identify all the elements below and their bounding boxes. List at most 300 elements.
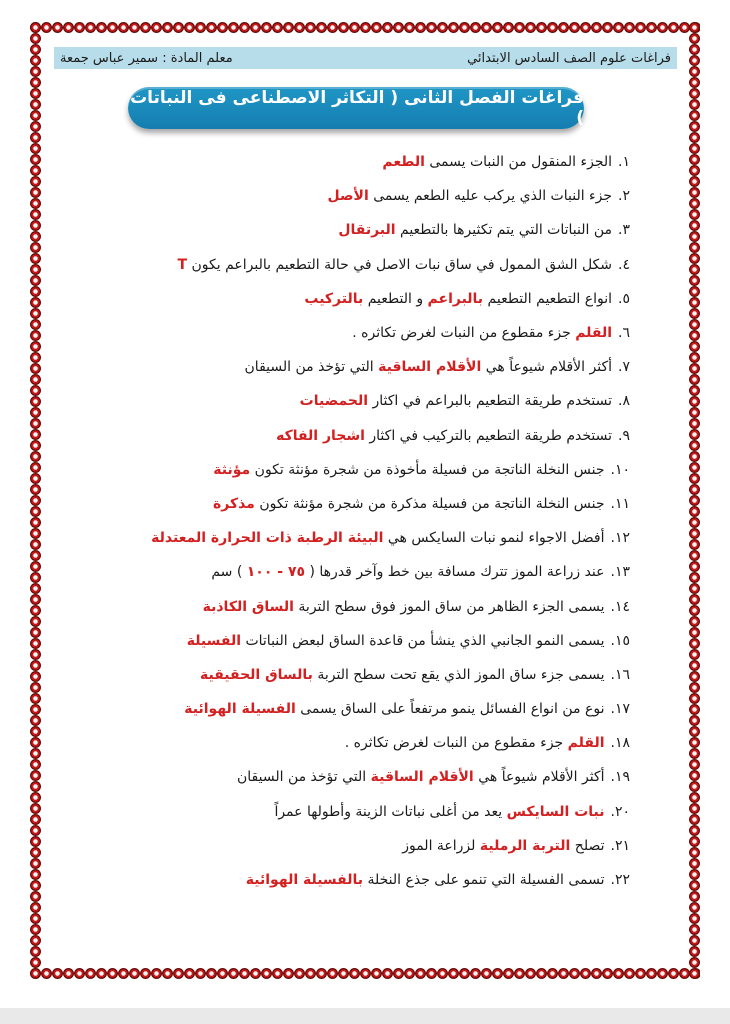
border-bead <box>206 968 217 979</box>
border-bead <box>30 737 41 748</box>
border-bead <box>228 968 239 979</box>
border-bead <box>30 671 41 682</box>
border-bead <box>30 517 41 528</box>
border-bead <box>689 451 700 462</box>
border-bead <box>30 121 41 132</box>
border-bead <box>689 275 700 286</box>
border-bead <box>689 594 700 605</box>
question-number: ١. <box>618 154 630 171</box>
border-bead <box>689 924 700 935</box>
answer-text: القلم <box>575 325 613 342</box>
border-bead <box>689 242 700 253</box>
border-bead <box>689 671 700 682</box>
question-text: جنس النخلة الناتجة من فسيلة مذكرة من شجرة مؤنثة تكون <box>259 495 605 512</box>
border-bead <box>63 22 74 33</box>
question-item <box>110 453 630 487</box>
border-bead <box>689 792 700 803</box>
question-number: ٣. <box>618 222 630 239</box>
border-bead <box>30 154 41 165</box>
question-item <box>110 555 630 589</box>
border-bead <box>30 33 41 44</box>
border-bead <box>118 22 129 33</box>
border-bead <box>30 770 41 781</box>
border-bead <box>349 22 360 33</box>
border-bead <box>371 22 382 33</box>
question-item <box>110 521 630 555</box>
border-bead <box>30 176 41 187</box>
question-number: ١٨. <box>610 735 630 752</box>
question-item <box>110 145 630 179</box>
border-bead <box>107 22 118 33</box>
border-bead <box>338 22 349 33</box>
border-bead <box>30 297 41 308</box>
border-bead <box>689 638 700 649</box>
question-number: ٥. <box>618 290 630 307</box>
border-bead <box>689 44 700 55</box>
border-bead <box>360 22 371 33</box>
question-number: ٩. <box>618 427 630 444</box>
border-bead <box>689 363 700 374</box>
border-bead <box>30 22 41 33</box>
question-number: ١٢. <box>610 530 630 547</box>
border-bead <box>30 924 41 935</box>
border-bead <box>151 968 162 979</box>
page-title-text: فراغات الفصل الثانى ( التكاثر الاصطناعى فى النباتات ) <box>130 88 584 128</box>
answer-text: نبات السايكس <box>506 803 605 820</box>
border-bead <box>30 957 41 968</box>
question-text: تستخدم طريقة التطعيم بالتركيب في اكثار <box>369 427 613 444</box>
border-bead <box>689 385 700 396</box>
border-bead <box>30 330 41 341</box>
answer-text: بالفسيلة الهوائية <box>245 872 364 889</box>
border-bead <box>393 22 404 33</box>
border-bead <box>668 22 679 33</box>
border-bead <box>689 858 700 869</box>
border-bead <box>30 814 41 825</box>
border-bead <box>30 869 41 880</box>
border-bead <box>30 539 41 550</box>
border-bead <box>689 946 700 957</box>
border-bead <box>689 693 700 704</box>
border-bead <box>30 132 41 143</box>
border-bead <box>30 110 41 121</box>
question-text: جنس النخلة الناتجة من فسيلة مأخوذة من شجرة مؤنثة تكون <box>254 461 605 478</box>
answer-text: T <box>177 256 188 273</box>
border-bead <box>689 968 700 979</box>
border-bead <box>30 429 41 440</box>
border-bead <box>689 902 700 913</box>
border-bead <box>30 462 41 473</box>
border-bead <box>206 22 217 33</box>
border-bead <box>382 968 393 979</box>
border-bead <box>514 22 525 33</box>
border-bead <box>613 22 624 33</box>
border-bead <box>74 22 85 33</box>
border-bead <box>140 968 151 979</box>
border-bead <box>283 22 294 33</box>
border-bead <box>646 22 657 33</box>
question-text-after: يعد من أغلى نباتات الزينة وأطولها عمراً <box>274 803 503 820</box>
border-bead <box>30 88 41 99</box>
answer-text: اشجار الفاكه <box>276 427 365 444</box>
border-bead <box>591 22 602 33</box>
border-bead <box>415 968 426 979</box>
question-text: يسمى الجزء الظاهر من ساق الموز فوق سطح التربة <box>298 598 605 615</box>
border-bead <box>689 803 700 814</box>
border-bead <box>689 825 700 836</box>
question-text: أكثر الأقلام شيوعاً هي <box>485 359 613 376</box>
border-bead <box>30 495 41 506</box>
border-bead <box>689 748 700 759</box>
border-bead <box>689 715 700 726</box>
border-bead <box>283 968 294 979</box>
border-bead <box>470 968 481 979</box>
border-bead <box>151 22 162 33</box>
question-number: ١٩. <box>610 769 630 786</box>
border-bead <box>646 968 657 979</box>
border-bead <box>30 792 41 803</box>
border-bead <box>689 319 700 330</box>
border-bead <box>30 836 41 847</box>
question-number: ٢١. <box>610 837 630 854</box>
border-bead <box>689 198 700 209</box>
border-bead <box>30 66 41 77</box>
question-item <box>110 589 630 623</box>
border-bead <box>30 759 41 770</box>
question-number: ٨. <box>618 393 630 410</box>
answer-text: الساق الكاذبة <box>202 598 294 615</box>
question-item <box>110 419 630 453</box>
border-bead <box>30 847 41 858</box>
border-bead <box>162 22 173 33</box>
border-bead <box>30 77 41 88</box>
border-bead <box>250 22 261 33</box>
border-bead <box>30 528 41 539</box>
border-bead <box>415 22 426 33</box>
border-bead <box>30 715 41 726</box>
border-bead <box>668 968 679 979</box>
question-number: ١٧. <box>610 701 630 718</box>
border-bead <box>426 968 437 979</box>
border-bead <box>217 968 228 979</box>
border-bead <box>503 22 514 33</box>
question-text: جزء النبات الذي يركب عليه الطعم يسمى <box>373 188 613 205</box>
border-bead <box>689 418 700 429</box>
answer-text: الطعم <box>382 154 425 171</box>
border-bead <box>30 693 41 704</box>
question-text: يسمى النمو الجانبي الذي ينشأ من قاعدة الساق لبعض النباتات <box>245 632 605 649</box>
border-bead <box>30 660 41 671</box>
border-bead <box>173 968 184 979</box>
border-bead <box>184 968 195 979</box>
question-text: الجزء المنقول من النبات يسمى <box>429 154 613 171</box>
border-bead <box>689 528 700 539</box>
border-bead <box>558 968 569 979</box>
border-bead <box>657 22 668 33</box>
question-item <box>110 384 630 418</box>
border-bead <box>30 231 41 242</box>
question-item <box>110 795 630 829</box>
border-bead <box>30 396 41 407</box>
border-bead <box>316 968 327 979</box>
border-bead <box>272 968 283 979</box>
answer-text: البرتقال <box>338 222 396 239</box>
border-bead <box>41 968 52 979</box>
question-item <box>110 658 630 692</box>
border-bead <box>184 22 195 33</box>
border-bead <box>30 803 41 814</box>
border-bead <box>689 429 700 440</box>
border-bead <box>118 968 129 979</box>
question-number: ٦. <box>618 325 630 342</box>
border-bead <box>558 22 569 33</box>
border-bead <box>63 968 74 979</box>
border-bead <box>689 297 700 308</box>
border-bead <box>525 968 536 979</box>
border-bead <box>30 286 41 297</box>
border-bead <box>689 264 700 275</box>
border-bead <box>382 22 393 33</box>
border-bead <box>689 484 700 495</box>
answer-text: البيئة الرطبة ذات الحرارة المعتدلة <box>151 530 384 547</box>
question-item <box>110 726 630 760</box>
border-bead <box>689 506 700 517</box>
question-text: أفضل الاجواء لنمو نبات السايكس هي <box>387 530 605 547</box>
border-bead <box>30 352 41 363</box>
question-item <box>110 179 630 213</box>
question-text-after: التي تؤخذ من السيقان <box>237 769 367 786</box>
question-text-after: جزء مقطوع من النبات لغرض تكاثره . <box>344 735 564 752</box>
border-bead <box>173 22 184 33</box>
border-bead <box>349 968 360 979</box>
decorative-border-left <box>30 22 41 979</box>
border-bead <box>30 473 41 484</box>
border-bead <box>30 209 41 220</box>
header-bar <box>54 47 677 69</box>
border-bead <box>30 363 41 374</box>
border-bead <box>689 649 700 660</box>
border-bead <box>30 374 41 385</box>
question-item <box>110 760 630 794</box>
border-bead <box>689 759 700 770</box>
border-bead <box>689 330 700 341</box>
border-bead <box>30 264 41 275</box>
border-bead <box>96 22 107 33</box>
question-number: ٢٢. <box>610 872 630 889</box>
border-bead <box>30 935 41 946</box>
border-bead <box>547 22 558 33</box>
border-bead <box>30 550 41 561</box>
border-bead <box>689 781 700 792</box>
border-bead <box>30 187 41 198</box>
border-bead <box>338 968 349 979</box>
border-bead <box>448 22 459 33</box>
question-item <box>110 624 630 658</box>
question-item <box>110 350 630 384</box>
border-bead <box>30 484 41 495</box>
question-number: ٧. <box>618 359 630 376</box>
border-bead <box>30 319 41 330</box>
question-text: نوع من انواع الفسائل ينمو مرتفعاً على الساق يسمى <box>300 701 605 718</box>
border-bead <box>635 968 646 979</box>
border-bead <box>689 66 700 77</box>
border-bead <box>689 154 700 165</box>
border-bead <box>239 22 250 33</box>
border-bead <box>30 968 41 979</box>
answer-text: الفسيلة الهوائية <box>184 701 296 718</box>
answer-text: الأقلام الساقية <box>378 359 482 376</box>
border-bead <box>30 418 41 429</box>
border-bead <box>689 308 700 319</box>
question-number: ١٤. <box>610 598 630 615</box>
question-number: ١٦. <box>610 666 630 683</box>
border-bead <box>503 968 514 979</box>
border-bead <box>96 968 107 979</box>
border-bead <box>30 682 41 693</box>
border-bead <box>30 55 41 66</box>
border-bead <box>689 396 700 407</box>
question-number: ١٥. <box>610 632 630 649</box>
border-bead <box>492 968 503 979</box>
questions-list <box>110 145 630 897</box>
border-bead <box>316 22 327 33</box>
border-bead <box>30 572 41 583</box>
answer-text: مؤنثة <box>213 461 251 478</box>
border-bead <box>30 242 41 253</box>
question-number: ٢٠. <box>610 803 630 820</box>
border-bead <box>162 968 173 979</box>
border-bead <box>689 110 700 121</box>
border-bead <box>689 374 700 385</box>
border-bead <box>217 22 228 33</box>
decorative-border-right <box>689 22 700 979</box>
border-bead <box>195 968 206 979</box>
border-bead <box>129 968 140 979</box>
question-item <box>110 692 630 726</box>
answer-text: بالبراعم <box>427 290 484 307</box>
border-bead <box>536 22 547 33</box>
border-bead <box>459 968 470 979</box>
border-bead <box>30 891 41 902</box>
page-title <box>128 87 584 129</box>
question-item <box>110 863 630 897</box>
border-bead <box>624 968 635 979</box>
border-bead <box>689 660 700 671</box>
border-bead <box>689 352 700 363</box>
border-bead <box>404 968 415 979</box>
border-bead <box>30 825 41 836</box>
border-bead <box>689 440 700 451</box>
border-bead <box>85 968 96 979</box>
border-bead <box>689 55 700 66</box>
border-bead <box>689 286 700 297</box>
question-number: ١٠. <box>610 461 630 478</box>
border-bead <box>30 165 41 176</box>
border-bead <box>30 594 41 605</box>
page-bottom-margin <box>0 1008 730 1024</box>
border-bead <box>448 968 459 979</box>
border-bead <box>195 22 206 33</box>
border-bead <box>85 22 96 33</box>
border-bead <box>689 682 700 693</box>
border-bead <box>689 737 700 748</box>
border-bead <box>360 968 371 979</box>
border-bead <box>30 616 41 627</box>
border-bead <box>689 253 700 264</box>
border-bead <box>689 473 700 484</box>
border-bead <box>525 22 536 33</box>
border-bead <box>30 198 41 209</box>
border-bead <box>30 385 41 396</box>
border-bead <box>393 968 404 979</box>
border-bead <box>129 22 140 33</box>
border-bead <box>30 275 41 286</box>
border-bead <box>30 605 41 616</box>
border-bead <box>52 968 63 979</box>
border-bead <box>305 968 316 979</box>
border-bead <box>689 33 700 44</box>
border-bead <box>591 968 602 979</box>
border-bead <box>107 968 118 979</box>
border-bead <box>492 22 503 33</box>
question-text: تستخدم طريقة التطعيم بالبراعم في اكثار <box>372 393 613 410</box>
border-bead <box>689 572 700 583</box>
answer-text: ٧٥ - ١٠٠ <box>246 564 306 581</box>
border-bead <box>689 616 700 627</box>
border-bead <box>689 88 700 99</box>
border-bead <box>689 121 700 132</box>
border-bead <box>580 968 591 979</box>
border-bead <box>689 99 700 110</box>
border-bead <box>30 902 41 913</box>
border-bead <box>41 22 52 33</box>
question-text: عند زراعة الموز تترك مسافة بين خط وآخر قدرها ( <box>309 564 605 581</box>
border-bead <box>30 627 41 638</box>
border-bead <box>689 539 700 550</box>
border-bead <box>250 968 261 979</box>
border-bead <box>481 968 492 979</box>
border-bead <box>689 869 700 880</box>
border-bead <box>689 583 700 594</box>
header-subject: فراغات علوم الصف السادس الابتدائي <box>467 50 671 66</box>
border-bead <box>30 880 41 891</box>
border-bead <box>30 407 41 418</box>
question-item <box>110 316 630 350</box>
border-bead <box>689 891 700 902</box>
question-text-after: التي تؤخذ من السيقان <box>244 359 374 376</box>
question-text: يسمى جزء ساق الموز الذي يقع تحت سطح التربة <box>317 666 605 683</box>
answer-text: بالساق الحقيقية <box>200 666 313 683</box>
border-bead <box>580 22 591 33</box>
question-number: ١١. <box>610 495 630 512</box>
question-text: انواع التطعيم التطعيم <box>487 290 613 307</box>
border-bead <box>689 143 700 154</box>
question-text: تصلح <box>574 837 605 854</box>
border-bead <box>30 913 41 924</box>
border-bead <box>30 649 41 660</box>
border-bead <box>624 22 635 33</box>
border-bead <box>52 22 63 33</box>
border-bead <box>30 506 41 517</box>
border-bead <box>140 22 151 33</box>
border-bead <box>294 968 305 979</box>
border-bead <box>689 517 700 528</box>
border-bead <box>239 968 250 979</box>
border-bead <box>30 143 41 154</box>
border-bead <box>602 968 613 979</box>
border-bead <box>30 946 41 957</box>
border-bead <box>437 968 448 979</box>
